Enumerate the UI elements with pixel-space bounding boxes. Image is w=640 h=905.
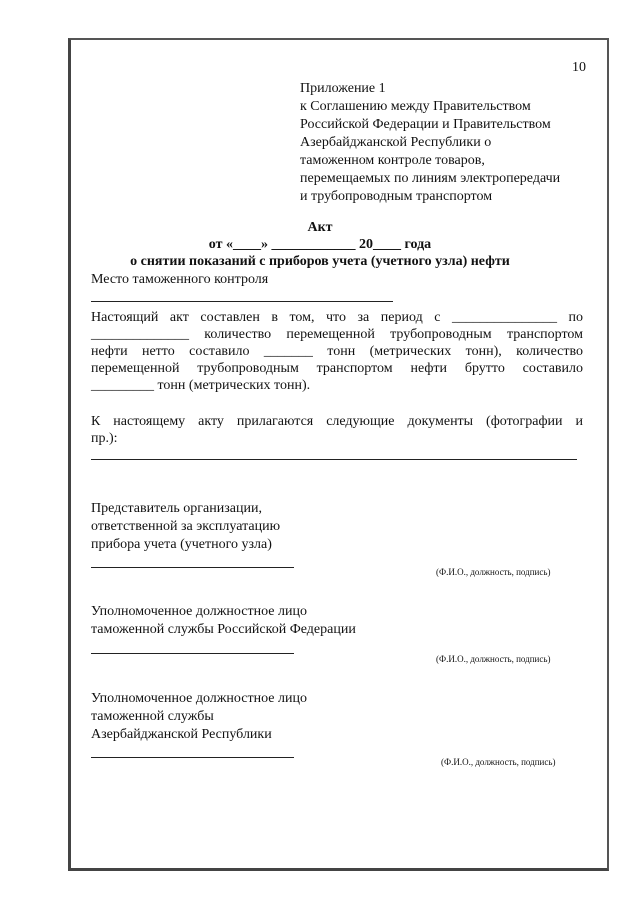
attached-line: К настоящему акту прилагаются следующие документы (фотографии и <box>91 414 583 429</box>
place-label: Место таможенного контроля <box>91 272 269 287</box>
annex-line: перемещаемых по линиям электропередачи <box>300 171 561 186</box>
org-rep-line: ответственной за эксплуатацию <box>91 519 281 534</box>
document-subject: о снятии показаний с приборов учета (учетного узла) нефти <box>130 254 510 269</box>
annex-line: Приложение 1 <box>300 81 386 96</box>
az-official-caption: (Ф.И.О., должность, подпись) <box>441 757 556 767</box>
org-rep-signature-line <box>91 567 294 568</box>
annex-block <box>300 80 560 206</box>
annex-line: Азербайджанской Республики о <box>300 135 492 150</box>
annex-line: таможенном контроле товаров, <box>300 153 485 168</box>
document-title: Акт <box>307 220 333 235</box>
ru-official-line: Уполномоченное должностное лицо <box>91 604 307 619</box>
act-paragraph <box>91 309 583 394</box>
ru-official-signature-line <box>91 653 294 654</box>
ru-official-block <box>91 603 356 639</box>
org-rep-line: Представитель организации, <box>91 501 262 516</box>
act-line: перемещенной трубопроводным транспортом нефти брутто составило <box>91 361 583 376</box>
place-blank-line <box>91 301 393 302</box>
az-official-signature-line <box>91 757 294 758</box>
org-rep-caption: (Ф.И.О., должность, подпись) <box>436 567 551 577</box>
attached-line: пр.): <box>91 431 118 446</box>
attached-blank-line <box>91 459 577 460</box>
document-date-line: от «____» ____________ 20____ года <box>208 237 432 252</box>
annex-line: и трубопроводным транспортом <box>300 189 493 204</box>
org-rep-block <box>91 500 280 554</box>
ru-official-line: таможенной службы Российской Федерации <box>91 622 356 637</box>
act-line: ______________ количество перемещенной трубопроводным транспортом <box>91 327 583 342</box>
ru-official-caption: (Ф.И.О., должность, подпись) <box>436 654 551 664</box>
attached-paragraph <box>91 413 583 447</box>
page-number: 10 <box>572 60 586 75</box>
annex-line: Российской Федерации и Правительством <box>300 117 551 132</box>
az-official-line: Азербайджанской Республики <box>91 727 272 742</box>
org-rep-line: прибора учета (учетного узла) <box>91 537 272 552</box>
act-line: нефти нетто составило _______ тонн (метрических тонн), количество <box>91 344 583 359</box>
annex-line: к Соглашению между Правительством <box>300 99 531 114</box>
az-official-line: таможенной службы <box>91 709 214 724</box>
act-line: _________ тонн (метрических тонн). <box>91 378 311 393</box>
az-official-line: Уполномоченное должностное лицо <box>91 691 307 706</box>
act-line: Настоящий акт составлен в том, что за период с _______________ по <box>91 310 583 325</box>
az-official-block <box>91 690 307 744</box>
